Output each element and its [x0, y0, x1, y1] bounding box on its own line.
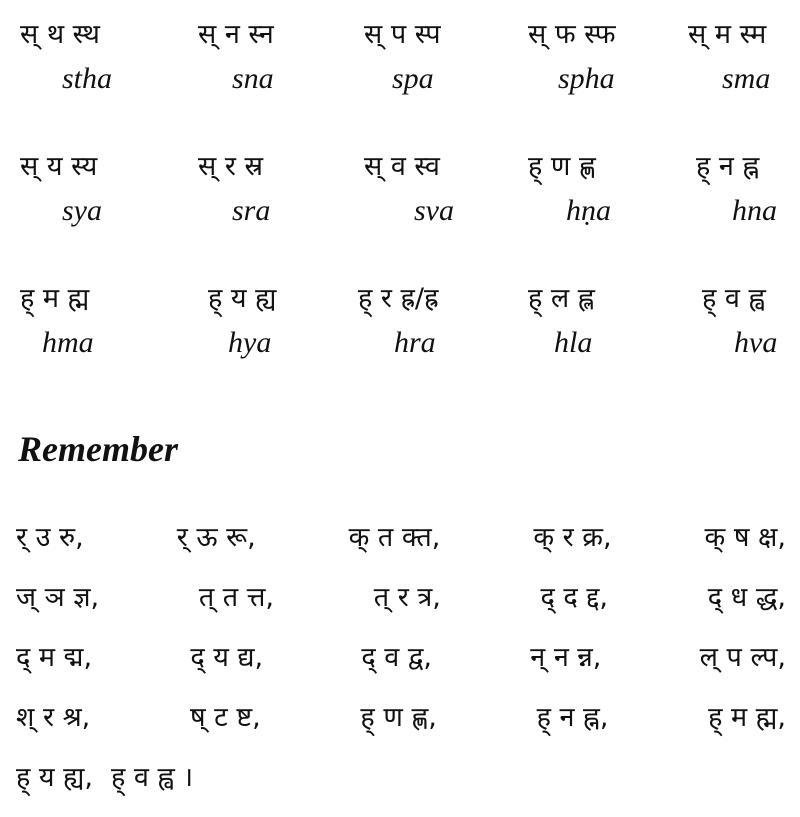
remember-item: द् य द्य,: [190, 641, 264, 673]
grid-row: [14, 142, 786, 274]
transliteration: spha: [558, 62, 615, 95]
remember-item: ह् व ह्व ।: [111, 761, 194, 793]
transliteration: hya: [228, 326, 272, 359]
remember-item: ल् प ल्प,: [699, 641, 786, 673]
transliteration: hva: [734, 326, 778, 359]
remember-item: ह् य ह्य,: [16, 761, 93, 793]
transliteration: sra: [232, 194, 271, 227]
remember-item: क् त क्त,: [348, 521, 441, 553]
remember-item: ह् ण ह्ण,: [360, 701, 437, 733]
grid-cell: [630, 142, 784, 274]
grid-cell: [630, 274, 784, 406]
remember-line: [16, 565, 786, 625]
transliteration: hna: [732, 194, 777, 227]
remember-item: त् र त्र,: [373, 581, 441, 613]
remember-item: ज् ञ ज्ञ,: [16, 581, 100, 613]
transliteration: hla: [554, 326, 593, 359]
grid-cell: [168, 10, 322, 142]
remember-heading: Remember: [18, 429, 178, 469]
grid-row: [14, 274, 786, 406]
grid-row: [14, 10, 786, 142]
grid-cell: [630, 10, 784, 142]
conjunct-formula: स् न स्न: [198, 19, 274, 50]
transliteration: sma: [722, 62, 771, 95]
grid-cell: [476, 10, 630, 142]
conjunct-formula: स् य स्य: [20, 151, 98, 182]
remember-item: द् द द्द,: [540, 581, 609, 613]
grid-cell: [476, 142, 630, 274]
grid-cell: [322, 142, 476, 274]
remember-item: ह् म ह्म,: [708, 701, 786, 733]
remember-item: त् त त्त,: [198, 581, 275, 613]
remember-line: [16, 685, 786, 745]
conjunct-formula: ह् य ह्य: [208, 283, 277, 314]
transliteration: hma: [42, 326, 94, 359]
remember-item: द् ध द्ध,: [707, 581, 786, 613]
conjunct-grid: [14, 10, 786, 406]
grid-cell: [168, 142, 322, 274]
transliteration: stha: [62, 62, 113, 95]
remember-item: ष् ट ष्ट,: [189, 701, 261, 733]
grid-cell: [476, 274, 630, 406]
remember-list: [16, 505, 786, 805]
remember-item: र् ऊ रू,: [176, 521, 256, 553]
grid-cell: [14, 142, 168, 274]
conjunct-formula: ह् व ह्व: [702, 283, 766, 314]
remember-item: न् न न्न,: [530, 641, 602, 673]
conjunct-formula: स् प स्प: [364, 19, 441, 50]
remember-item: क् ष क्ष,: [704, 521, 786, 553]
remember-item: ह् न ह्न,: [536, 701, 609, 733]
grid-cell: [168, 274, 322, 406]
grid-cell: [322, 274, 476, 406]
conjunct-formula: ह् र ह्र/ह्र: [358, 283, 439, 314]
conjunct-formula: ह् ल ह्ल: [528, 283, 595, 314]
transliteration: hra: [394, 326, 436, 359]
conjunct-formula: स् व स्व: [364, 151, 440, 182]
transliteration: sva: [414, 194, 454, 227]
conjunct-formula: ह् न ह्न: [696, 151, 760, 182]
grid-cell: [322, 10, 476, 142]
conjunct-formula: स् म स्म: [688, 19, 767, 50]
remember-line: [16, 745, 786, 805]
remember-item: र् उ रु,: [16, 521, 84, 553]
conjunct-formula: स् फ स्फ: [528, 19, 616, 50]
remember-item: द् व द्व,: [361, 641, 432, 673]
remember-line: [16, 625, 786, 685]
transliteration: hṇa: [566, 194, 611, 227]
conjunct-formula: स् र स्र: [198, 151, 263, 182]
conjunct-formula: ह् ण ह्ण: [528, 151, 596, 182]
transliteration: sna: [232, 62, 274, 95]
conjunct-formula: ह् म ह्म: [20, 283, 90, 314]
remember-item: द् म द्म,: [16, 641, 93, 673]
transliteration: sya: [62, 194, 102, 227]
grid-cell: [14, 10, 168, 142]
transliteration: spa: [392, 62, 434, 95]
remember-item: श् र श्र,: [16, 701, 91, 733]
remember-line: [16, 505, 786, 565]
grid-cell: [14, 274, 168, 406]
remember-item: क् र क्र,: [533, 521, 612, 553]
conjunct-formula: स् थ स्थ: [20, 19, 100, 50]
